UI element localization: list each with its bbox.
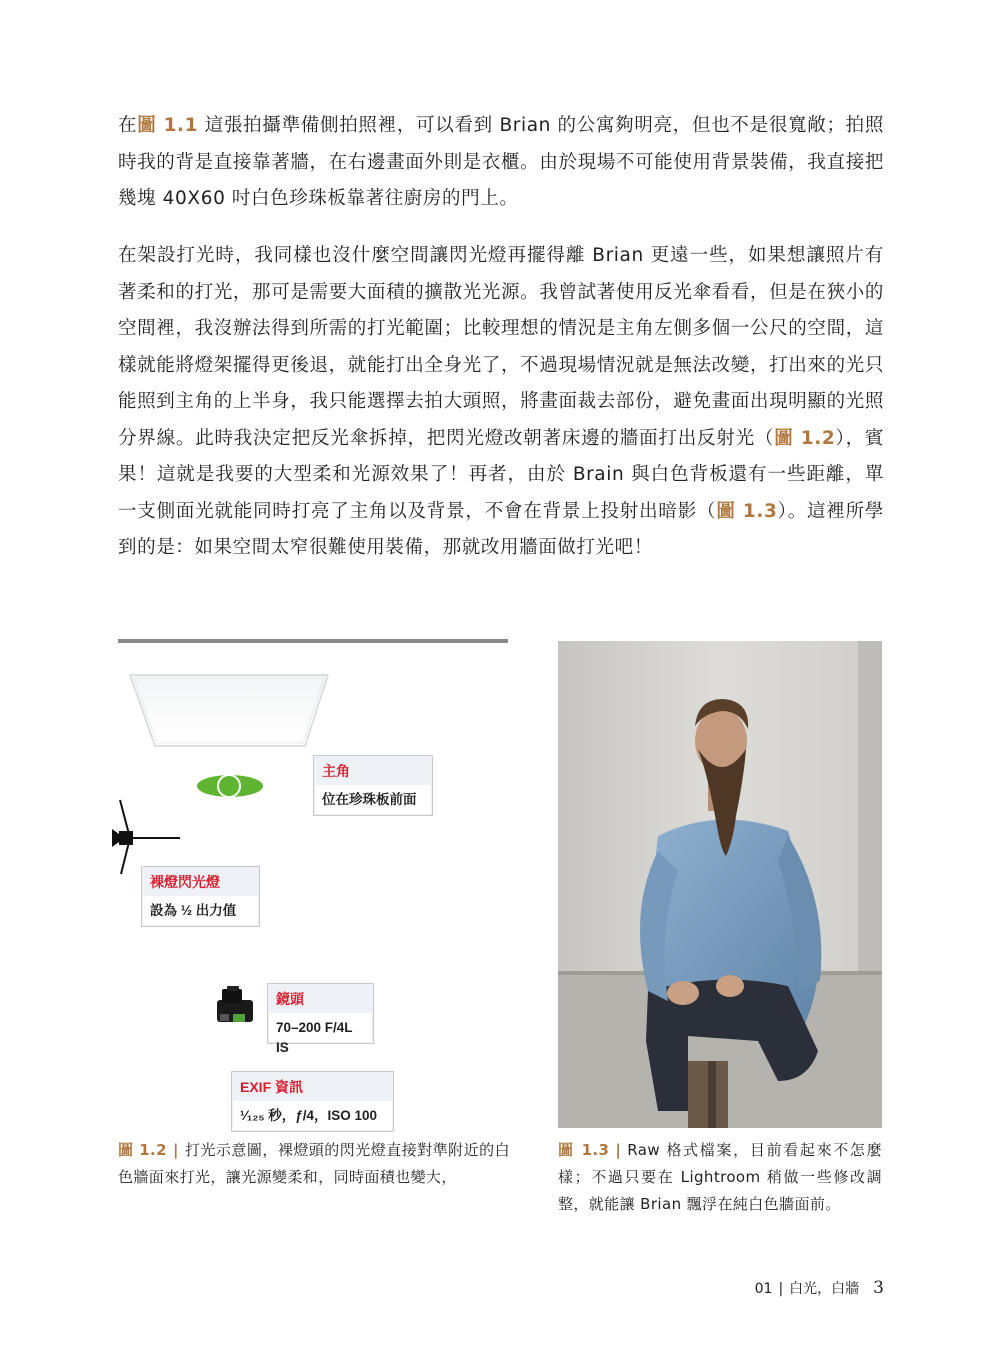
exif-callout xyxy=(231,1071,394,1132)
section-divider xyxy=(118,639,508,643)
callout-value: 70–200 F/4L IS xyxy=(276,1020,353,1055)
callout-title: EXIF 資訊 xyxy=(232,1072,393,1101)
page-number: 3 xyxy=(873,1278,884,1298)
callout-value: 位在珍珠板前面 xyxy=(322,792,417,807)
flash-stand-icon xyxy=(112,800,180,874)
lens-callout xyxy=(267,983,374,1055)
chapter-number: 01 xyxy=(754,1281,773,1297)
callout-value: 設為 ½ 出力值 xyxy=(150,903,237,918)
callout-title: 鏡頭 xyxy=(268,984,373,1013)
figure-1-2-caption: 圖 1.2 | 打光示意圖，裸燈頭的閃光燈直接對準附近的白色牆面來打光，讓光源變柔和，同時面積也變大， xyxy=(118,1141,511,1186)
subject-callout xyxy=(313,755,433,816)
figure-1-3-caption: 圖 1.3 | Raw 格式檔案，目前看起來不怎麼樣；不過只要在 Lightroom 稍做一些修改調整，就能讓 Brian 飄浮在純白色牆面前。 xyxy=(558,1141,883,1213)
flash-callout xyxy=(141,866,260,927)
callout-title: 主角 xyxy=(314,756,432,785)
camera-icon xyxy=(217,986,253,1022)
chapter-title: 白光，白牆 xyxy=(789,1281,860,1297)
subject-icon xyxy=(197,775,263,797)
intro-paragraph: 在圖 1.1 這張拍攝準備側拍照裡，可以看到 Brian 的公寓夠明亮，但也不是很寬敞；拍照時我的背是直接靠著牆，在右邊畫面外則是衣櫃。由於現場不可能使用背景裝備，我直接把幾塊 40X60 吋白色珍珠板靠著往廚房的門上。 xyxy=(118,115,884,209)
subject-photo xyxy=(558,641,882,1128)
portrait-illustration xyxy=(558,641,882,1128)
foam-board-icon xyxy=(130,675,328,746)
callout-value: ¹⁄₁₂₅ 秒，ƒ/4，ISO 100 xyxy=(240,1108,378,1123)
lighting-paragraph: 在架設打光時，我同樣也沒什麼空間讓閃光燈再擺得離 Brian 更遠一些，如果想讓照片有著柔和的打光，那可是需要大面積的擴散光光源。我曾試著使用反光傘看看，但是在狹小的空間裡，我沒辦法得到所需的打光範圍；比較理想的情況是主角左側多個一公尺的空間，這樣就能將燈架擺得更後退，就能打出全身光了，不過現場情況就是無法改變，打出來的光只能照到主角的上半身，我只能選擇去拍大頭照，將畫面裁去部份，避免畫面出現明顯的光照分界線。此時我決定把反光傘拆掉，把閃光燈改朝著床邊的牆面打出反射光（圖 1.2），賓果！這就是我要的大型柔和光源效果了！再者，由於 Brain 與白色背板還有一些距離，單一支側面光就能同時打亮了主角以及背景，不會在背景上投射出暗影（圖 1.3）。這裡所學到的是：如果空間太窄很難使用裝備，那就改用牆面做打光吧！ xyxy=(118,245,884,558)
page-footer: 01 | 白光，白牆 3 xyxy=(754,1278,884,1298)
figure-ref[interactable]: 圖 1.1 xyxy=(137,115,199,136)
callout-title: 裸燈閃光燈 xyxy=(142,867,259,896)
figure-ref[interactable]: 圖 1.3 xyxy=(716,500,778,522)
figure-ref[interactable]: 圖 1.2 xyxy=(774,427,836,449)
